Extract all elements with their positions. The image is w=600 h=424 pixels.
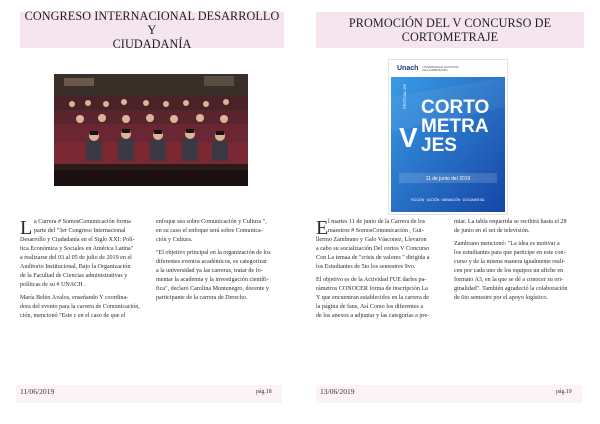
left-col2-line: "El objetivo principal en la organización de los [156, 249, 271, 256]
right-column-2 [454, 218, 584, 303]
right-col2-line: ginalidad". También agradeció la colaboración [454, 285, 568, 292]
right-col2-line: cen por cada uno de los equipos un afiche en [454, 267, 564, 274]
right-title-line1: PROMOCIÓN DEL V CONCURSO DE [348, 16, 552, 30]
right-col1-line: El objetivo es de la Actividad FUE darles pa- [316, 276, 427, 283]
right-footer-date: 13/06/2019 [320, 387, 355, 396]
poster-header [389, 60, 507, 77]
left-col2-line: fica", declaró Carolina Montenegro, docente y [156, 285, 269, 292]
left-dropcap: L [20, 217, 33, 239]
poster-artwork [391, 77, 505, 212]
right-column-1 [316, 218, 446, 320]
left-col2-line: a la universidad ya las carreras, tratar de fo- [156, 267, 263, 274]
right-col1-line: los Estudiantes de 5to los semestres 9vo. [316, 263, 416, 270]
left-col1-line: a realizarse del 03 al 05 de julio de 2019 en el [20, 254, 132, 261]
left-col2-line: en su caso el enfoque será sobre Comunica- [156, 227, 263, 234]
left-col1-line: ción, mencionó "Este c en el caso de que el [20, 312, 126, 319]
left-col1-line: dora del evento para la carrera de Comunicación, [20, 303, 140, 310]
right-page [300, 0, 600, 424]
left-col2-line: ción y Cultura. [156, 236, 193, 243]
left-title-box [20, 9, 284, 51]
poster-word-metra: METRA [421, 116, 489, 137]
poster-festival-label: FESTIVAL DE [402, 83, 407, 109]
right-col1-line: rámetros CONOCER forma de inscripción La [316, 285, 428, 292]
poster-word-jes: JES [421, 135, 457, 156]
poster-body [391, 77, 505, 212]
right-col1-line: a cabo su socialización Del cortos V Concurso [316, 245, 430, 252]
right-title-box [316, 12, 584, 48]
left-col2-line: diferentes eventos académicos, es categorizar [156, 258, 267, 265]
left-col1-line: María Belén Ávalos, enseñando Y coordina- [20, 294, 129, 301]
right-footer-bar [316, 385, 582, 403]
right-col1-line: Y que encuentran establecidos en la carrera de [316, 294, 429, 301]
left-col1-line: Auditorio Institucional, Bajo la Organización [20, 263, 131, 270]
left-footer-bar [16, 385, 282, 403]
right-col1-line: la página de fans, Así Como los diferentes a [316, 303, 424, 310]
poster-numeral: V [399, 122, 418, 153]
left-col1-line: de la Facultad de Ciencias administrativas y [20, 272, 128, 279]
poster-word-corto: CORTO [421, 97, 490, 118]
left-col1-line: tica Económica y Sociales en América Latina" [20, 245, 134, 252]
right-col2-line: curso y de la misma manera igualmente reali- [454, 258, 566, 265]
right-col1-line: llermo Zambrano y Galo Vásconez, Llevaron [316, 236, 427, 243]
poster-categories: FICCIÓN · ACCIÓN · ANIMACIÓN · DOCUMENTAL [411, 198, 485, 202]
poster-brand: Unach [397, 65, 419, 72]
right-dropcap: E [316, 217, 329, 239]
right-col2-line: formato A3, en la que se dé a conocer su ori- [454, 276, 564, 283]
left-footer-date: 11/06/2019 [20, 387, 55, 396]
left-col1-line: Desarrollo y Ciudadanía en el Siglo XXI: Polí- [20, 236, 135, 243]
right-title-line2: CORTOMETRAJE [401, 30, 499, 44]
left-col1-line: a Carrera # SomosComunicación forma [34, 219, 131, 225]
left-title-line2: CIUDADANÍA [112, 37, 192, 51]
right-col2-line: de junio en el set de televisión. [454, 227, 530, 234]
right-col2-line: miar. La tabla requerida se recibirá hasta el 28 [454, 219, 567, 225]
left-col2-line: enfoque sea sobre Comunicación y Cultura ", [156, 219, 267, 225]
auditorium-photo [54, 74, 248, 186]
right-col2-line: Zambrano mencionó: "La idea es motivar a [454, 240, 560, 247]
right-col1-line: maestros # SomosComunicación , Gui- [328, 227, 424, 234]
right-page-number: pág.19 [556, 389, 572, 395]
left-title-line1: CONGRESO INTERNACIONAL DESARROLLO Y [24, 9, 280, 37]
left-col2-line: participante de la carrera de Derecho. [156, 294, 248, 301]
left-page-number: pág.18 [256, 389, 272, 395]
festival-poster [388, 59, 508, 215]
right-col1-line: l martes 11 de junio de la Carrera de los [328, 219, 426, 225]
right-col2-line: de 6to semestre por el apoyo logístico. [454, 294, 548, 301]
poster-brand-sub: UNIVERSIDAD NACIONAL DE CHIMBORAZO [422, 64, 459, 72]
right-col1-line: de los anexos a adjuntar y las categorías a pre- [316, 312, 430, 319]
auditorium-photo-drawing [54, 74, 248, 186]
left-column-1 [20, 218, 148, 320]
right-col1-line: Con La temaa de "crisis de valores " dirigida a [316, 254, 430, 261]
left-column-2 [156, 218, 286, 303]
left-col1-line: políticas de su # UNACH . [20, 281, 86, 288]
left-col2-line: mentar la academia y la investigación científi- [156, 276, 269, 283]
right-col2-line: los estudiantes para que participe en este con- [454, 249, 566, 256]
poster-date: 11 de junio del 2019 [425, 176, 471, 182]
left-col1-line: parte del "3er Congreso Internacional [34, 227, 126, 234]
